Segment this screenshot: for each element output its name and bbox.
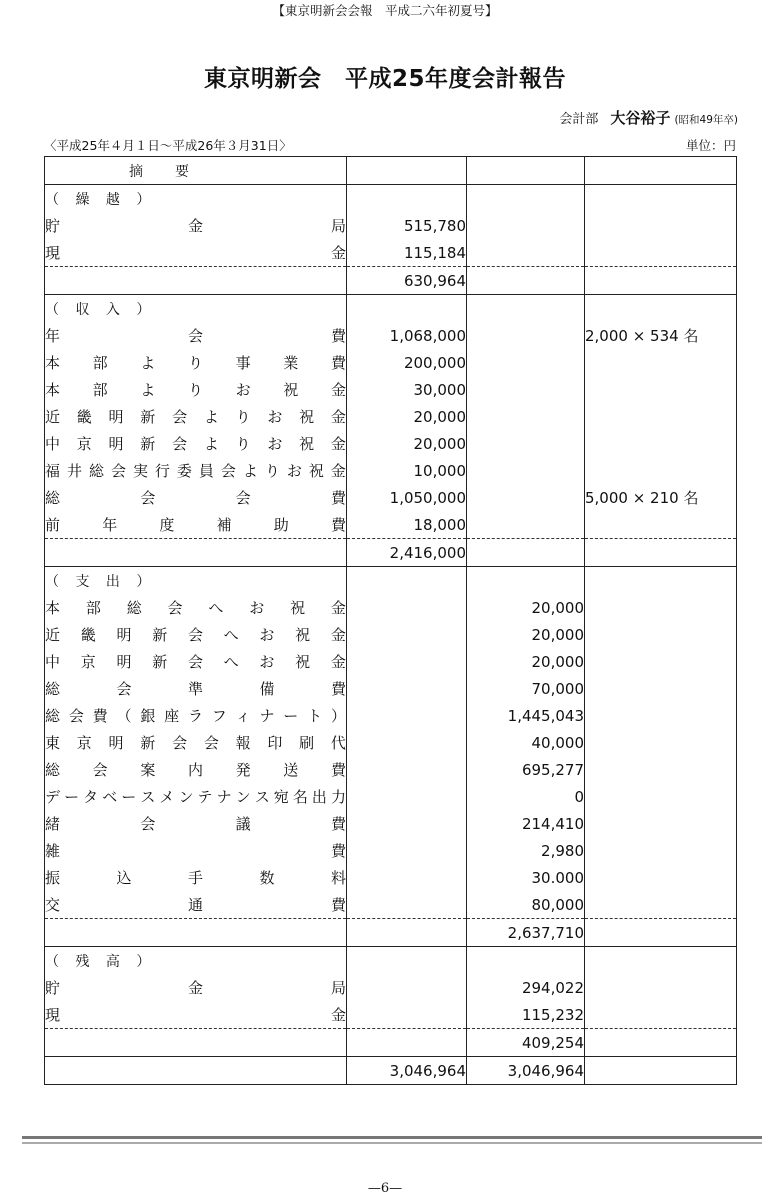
- table-row: [45, 756, 737, 783]
- expense-item-desc: [45, 891, 347, 919]
- grand-total-left: 3,046,964: [347, 1057, 467, 1085]
- empty-cell: [585, 267, 737, 295]
- carry-item-desc: [45, 212, 347, 239]
- table-row: [45, 702, 737, 729]
- empty-cell: [585, 567, 737, 595]
- spaced-text: 前 年 度 補 助 費: [45, 516, 346, 534]
- empty-cell: [585, 919, 737, 947]
- table-row: [45, 403, 737, 430]
- page-number: —6—: [367, 1181, 403, 1196]
- table-row: [45, 594, 737, 621]
- expense-item-amount: 214,410: [467, 810, 585, 837]
- empty-cell: [467, 457, 585, 484]
- table-row: [45, 648, 737, 675]
- expense-item-amount: 30.000: [467, 864, 585, 891]
- empty-cell: [347, 864, 467, 891]
- income-item-note: 5,000 × 210 名: [585, 484, 737, 511]
- empty-cell: [467, 322, 585, 349]
- table-row: [45, 457, 737, 484]
- expense-section-label: [45, 567, 737, 595]
- empty-cell: [585, 810, 737, 837]
- accounting-table: [44, 156, 737, 1085]
- carry-item-amount: 115,184: [347, 239, 467, 267]
- spaced-text: 総 会 会 費: [45, 489, 346, 507]
- empty-cell: [347, 295, 467, 323]
- empty-cell: [467, 403, 585, 430]
- expense-item-desc: [45, 729, 347, 756]
- empty-cell: [585, 594, 737, 621]
- header-cell-col2: [347, 157, 467, 185]
- empty-cell: [585, 185, 737, 213]
- empty-cell: [467, 185, 585, 213]
- empty-cell: [45, 919, 347, 947]
- table-row: [45, 1001, 737, 1029]
- empty-cell: [347, 594, 467, 621]
- income-item-note: 2,000 × 534 名: [585, 322, 737, 349]
- empty-cell: [585, 891, 737, 919]
- empty-cell: [467, 511, 585, 539]
- empty-cell: [467, 947, 585, 975]
- empty-cell: [45, 1029, 347, 1057]
- expense-item-amount: 70,000: [467, 675, 585, 702]
- spaced-text: 福 井 総 会 実 行 委 員 会 よ り お 祝 金: [45, 462, 346, 480]
- empty-cell: [467, 567, 585, 595]
- expense-item-desc: [45, 702, 347, 729]
- empty-cell: [585, 947, 737, 975]
- empty-cell: [585, 212, 737, 239]
- author-line: [559, 107, 738, 128]
- publication-header: 【東京明新会会報 平成二六年初夏号】: [272, 3, 498, 18]
- expense-subtotal: 2,637,710: [467, 919, 585, 947]
- spaced-text: デ ー タ ベ ー ス メ ン テ ナ ン ス 宛 名 出 力: [45, 788, 346, 806]
- empty-cell: [585, 430, 737, 457]
- expense-item-desc: [45, 675, 347, 702]
- author-dept: 会計部: [559, 112, 599, 127]
- table-row: [45, 783, 737, 810]
- empty-cell: [585, 295, 737, 323]
- table-row: [45, 322, 737, 349]
- empty-cell: [467, 267, 585, 295]
- empty-cell: [585, 675, 737, 702]
- carry-subtotal: 630,964: [347, 267, 467, 295]
- income-item-desc: [45, 430, 347, 457]
- empty-cell: [347, 567, 467, 595]
- spaced-text: 本 部 総 会 へ お 祝 金: [45, 599, 346, 617]
- empty-cell: [347, 729, 467, 756]
- expense-item-desc: [45, 783, 347, 810]
- empty-cell: [585, 974, 737, 1001]
- footer-rule-thin: [22, 1142, 762, 1144]
- carry-item-amount: 515,780: [347, 212, 467, 239]
- expense-item-desc: [45, 837, 347, 864]
- header-cell-col4: [585, 157, 737, 185]
- spaced-text: 中 京 明 新 会 よ り お 祝 金: [45, 435, 346, 453]
- footer-rule-thick: [22, 1136, 762, 1139]
- table-row: [45, 349, 737, 376]
- spaced-text: 雑 費: [45, 842, 346, 860]
- empty-cell: [467, 239, 585, 267]
- income-item-desc: [45, 484, 347, 511]
- empty-cell: [585, 457, 737, 484]
- income-subtotal-row: [45, 539, 737, 567]
- spaced-text: 近 畿 明 新 会 よ り お 祝 金: [45, 408, 346, 426]
- empty-cell: [347, 1029, 467, 1057]
- income-item-amount: 1,068,000: [347, 322, 467, 349]
- expense-item-desc: [45, 810, 347, 837]
- expense-item-desc: [45, 594, 347, 621]
- empty-cell: [347, 974, 467, 1001]
- income-subtotal: 2,416,000: [347, 539, 467, 567]
- table-row: [45, 621, 737, 648]
- empty-cell: [467, 430, 585, 457]
- expense-subtotal-row: [45, 919, 737, 947]
- spaced-text: 東 京 明 新 会 会 報 印 刷 代: [45, 734, 346, 752]
- spaced-text: 総 会 費 （ 銀 座 ラ フ ィ ナ ー ト ）: [45, 707, 346, 725]
- empty-cell: [347, 675, 467, 702]
- table-row: [45, 239, 737, 267]
- empty-cell: [347, 810, 467, 837]
- income-item-amount: 20,000: [347, 430, 467, 457]
- empty-cell: [347, 947, 467, 975]
- empty-cell: [347, 702, 467, 729]
- balance-section-label: [45, 947, 737, 975]
- empty-cell: [585, 403, 737, 430]
- empty-cell: [585, 1057, 737, 1085]
- balance-subtotal: 409,254: [467, 1029, 585, 1057]
- empty-cell: [347, 1001, 467, 1029]
- fiscal-period: 〈平成25年４月１日〜平成26年３月31日〉: [44, 138, 292, 153]
- empty-cell: [585, 349, 737, 376]
- empty-cell: [585, 1029, 737, 1057]
- spaced-text: 貯 金 局: [45, 217, 346, 235]
- empty-cell: [585, 511, 737, 539]
- spaced-text: 緒 会 議 費: [45, 815, 346, 833]
- empty-cell: [585, 539, 737, 567]
- empty-cell: [467, 484, 585, 511]
- empty-cell: [585, 837, 737, 864]
- empty-cell: [347, 837, 467, 864]
- empty-cell: [585, 621, 737, 648]
- empty-cell: [585, 702, 737, 729]
- income-item-desc: [45, 376, 347, 403]
- grand-total-row: [45, 1057, 737, 1085]
- balance-item-desc: [45, 1001, 347, 1029]
- income-label: （ 収 入 ）: [45, 295, 347, 323]
- header-cell-col3: [467, 157, 585, 185]
- spaced-text: 総 会 準 備 費: [45, 680, 346, 698]
- income-item-desc: [45, 457, 347, 484]
- spaced-text: 本 部 よ り 事 業 費: [45, 354, 346, 372]
- carry-section-label: [45, 185, 737, 213]
- table-row: [45, 974, 737, 1001]
- income-item-amount: 1,050,000: [347, 484, 467, 511]
- spaced-text: 貯 金 局: [45, 979, 346, 997]
- income-item-desc: [45, 349, 347, 376]
- empty-cell: [467, 376, 585, 403]
- expense-item-amount: 20,000: [467, 621, 585, 648]
- table-row: [45, 675, 737, 702]
- spaced-text: 総 会 案 内 発 送 費: [45, 761, 346, 779]
- empty-cell: [585, 1001, 737, 1029]
- table-row: [45, 484, 737, 511]
- empty-cell: [347, 185, 467, 213]
- income-item-amount: 30,000: [347, 376, 467, 403]
- income-item-amount: 10,000: [347, 457, 467, 484]
- expense-item-amount: 0: [467, 783, 585, 810]
- empty-cell: [45, 1057, 347, 1085]
- empty-cell: [585, 756, 737, 783]
- empty-cell: [45, 267, 347, 295]
- empty-cell: [585, 783, 737, 810]
- balance-item-amount: 294,022: [467, 974, 585, 1001]
- income-item-amount: 18,000: [347, 511, 467, 539]
- empty-cell: [585, 864, 737, 891]
- expense-item-amount: 695,277: [467, 756, 585, 783]
- expense-label: （ 支 出 ）: [45, 567, 347, 595]
- table-row: [45, 891, 737, 919]
- table-row: [45, 430, 737, 457]
- balance-label: （ 残 高 ）: [45, 947, 347, 975]
- expense-item-desc: [45, 756, 347, 783]
- income-item-amount: 20,000: [347, 403, 467, 430]
- expense-item-amount: 20,000: [467, 594, 585, 621]
- table-row: [45, 810, 737, 837]
- report-title: 東京明新会 平成25年度会計報告: [203, 66, 566, 92]
- author-name: 大谷裕子: [610, 109, 671, 127]
- empty-cell: [467, 295, 585, 323]
- table-row: [45, 376, 737, 403]
- spaced-text: 近 畿 明 新 会 へ お 祝 金: [45, 626, 346, 644]
- expense-item-amount: 1,445,043: [467, 702, 585, 729]
- spaced-text: 年 会 費: [45, 327, 346, 345]
- table-row: [45, 212, 737, 239]
- income-item-desc: [45, 403, 347, 430]
- carry-item-desc: [45, 239, 347, 267]
- table-row: [45, 837, 737, 864]
- spaced-text: 現 金: [45, 244, 346, 262]
- empty-cell: [467, 539, 585, 567]
- empty-cell: [585, 729, 737, 756]
- expense-item-amount: 80,000: [467, 891, 585, 919]
- spaced-text: 中 京 明 新 会 へ お 祝 金: [45, 653, 346, 671]
- balance-subtotal-row: [45, 1029, 737, 1057]
- spaced-text: 本 部 よ り お 祝 金: [45, 381, 346, 399]
- balance-item-amount: 115,232: [467, 1001, 585, 1029]
- empty-cell: [347, 621, 467, 648]
- empty-cell: [347, 648, 467, 675]
- empty-cell: [347, 783, 467, 810]
- table-row: [45, 729, 737, 756]
- income-section-label: [45, 295, 737, 323]
- spaced-text: 交 通 費: [45, 896, 346, 914]
- currency-unit: 単位：円: [685, 138, 736, 153]
- expense-item-amount: 20,000: [467, 648, 585, 675]
- header-cell-summary: 摘 要: [45, 157, 347, 185]
- table-row: [45, 864, 737, 891]
- spaced-text: 現 金: [45, 1006, 346, 1024]
- empty-cell: [585, 376, 737, 403]
- expense-item-amount: 40,000: [467, 729, 585, 756]
- empty-cell: [467, 349, 585, 376]
- expense-item-desc: [45, 621, 347, 648]
- expense-item-desc: [45, 864, 347, 891]
- empty-cell: [467, 212, 585, 239]
- table-header-row: [45, 157, 737, 185]
- expense-item-desc: [45, 648, 347, 675]
- empty-cell: [45, 539, 347, 567]
- empty-cell: [585, 648, 737, 675]
- income-item-desc: [45, 511, 347, 539]
- balance-item-desc: [45, 974, 347, 1001]
- grand-total-right: 3,046,964: [467, 1057, 585, 1085]
- empty-cell: [347, 891, 467, 919]
- empty-cell: [585, 239, 737, 267]
- expense-item-amount: 2,980: [467, 837, 585, 864]
- income-item-desc: [45, 322, 347, 349]
- author-year: (昭和49年卒): [674, 114, 738, 126]
- spaced-text: 振 込 手 数 料: [45, 869, 346, 887]
- empty-cell: [347, 756, 467, 783]
- carry-label: （ 繰 越 ）: [45, 185, 347, 213]
- carry-subtotal-row: [45, 267, 737, 295]
- empty-cell: [347, 919, 467, 947]
- table-row: [45, 511, 737, 539]
- income-item-amount: 200,000: [347, 349, 467, 376]
